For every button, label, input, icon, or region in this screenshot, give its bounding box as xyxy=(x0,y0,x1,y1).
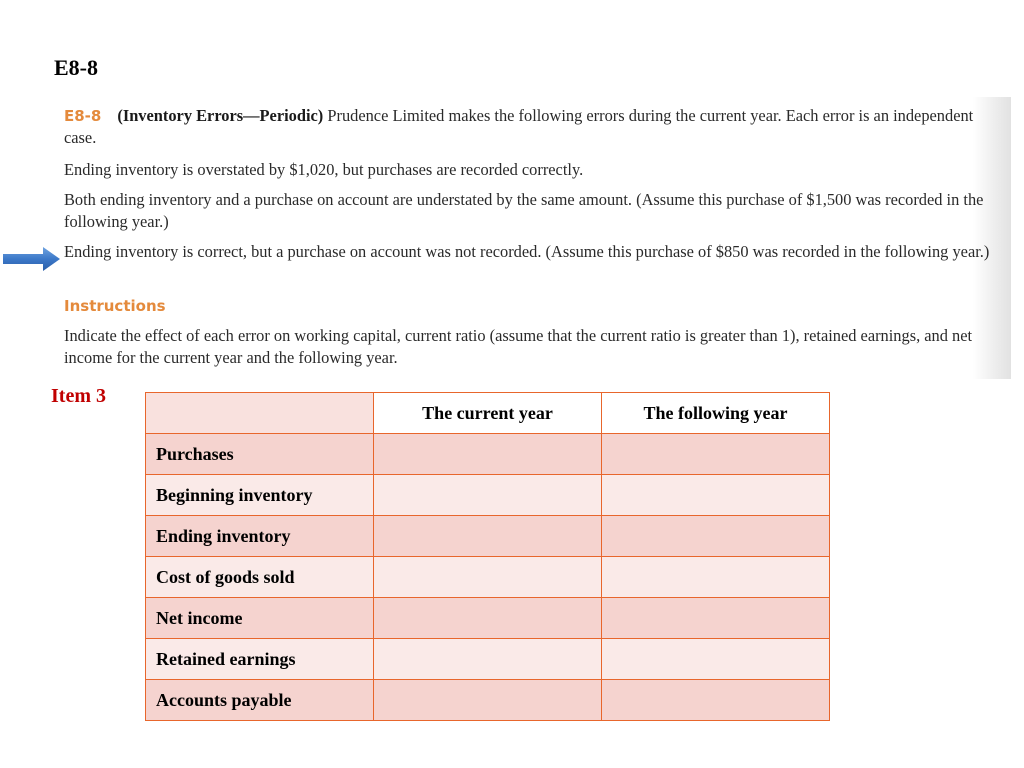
item-label: Item 3 xyxy=(51,385,106,407)
textbook-excerpt xyxy=(54,97,1011,379)
row-label: Ending inventory xyxy=(146,516,374,557)
following-year-cell[interactable] xyxy=(602,475,830,516)
table-row xyxy=(146,475,830,516)
current-year-cell[interactable] xyxy=(374,680,602,721)
row-label: Cost of goods sold xyxy=(146,557,374,598)
header-current-year: The current year xyxy=(374,393,602,434)
instructions-heading: Instructions xyxy=(64,297,166,315)
table-row xyxy=(146,434,830,475)
instructions-text: Indicate the effect of each error on working capital, current ratio (assume that the current ratio is greater than 1), retained earnings, and net income for the current year and the following year. xyxy=(64,326,973,367)
case-2: Both ending inventory and a purchase on account are understated by the same amount. (Assume this purchase of $1,500 was recorded in the following year.) xyxy=(64,190,984,231)
exercise-intro-text: Prudence Limited makes the following errors during the current year. Each error is an independent case. xyxy=(64,106,974,147)
following-year-cell[interactable] xyxy=(602,598,830,639)
current-year-cell[interactable] xyxy=(374,475,602,516)
table-row xyxy=(146,680,830,721)
current-year-cell[interactable] xyxy=(374,557,602,598)
slide-title: E8-8 xyxy=(54,55,98,80)
current-year-cell[interactable] xyxy=(374,639,602,680)
table-row xyxy=(146,639,830,680)
table-header-row xyxy=(146,393,830,434)
following-year-cell[interactable] xyxy=(602,680,830,721)
row-label: Accounts payable xyxy=(146,680,374,721)
row-label: Beginning inventory xyxy=(146,475,374,516)
case-3: Ending inventory is correct, but a purchase on account was not recorded. (Assume this purchase of $850 was recorded in the following year.) xyxy=(64,242,990,261)
following-year-cell[interactable] xyxy=(602,434,830,475)
current-year-cell[interactable] xyxy=(374,516,602,557)
arrow-right-icon xyxy=(3,246,61,272)
table-row xyxy=(146,557,830,598)
effects-table xyxy=(145,392,830,721)
row-label: Purchases xyxy=(146,434,374,475)
current-year-cell[interactable] xyxy=(374,434,602,475)
row-label: Net income xyxy=(146,598,374,639)
current-year-cell[interactable] xyxy=(374,598,602,639)
excerpt-intro xyxy=(64,105,999,149)
row-label: Retained earnings xyxy=(146,639,374,680)
header-following-year: The following year xyxy=(602,393,830,434)
following-year-cell[interactable] xyxy=(602,639,830,680)
exercise-code: E8-8 xyxy=(64,107,102,125)
exercise-heading: (Inventory Errors—Periodic) xyxy=(117,106,324,125)
header-corner-cell xyxy=(146,393,374,434)
following-year-cell[interactable] xyxy=(602,516,830,557)
case-1: Ending inventory is overstated by $1,020, but purchases are recorded correctly. xyxy=(64,160,584,179)
table-row xyxy=(146,516,830,557)
table-row xyxy=(146,598,830,639)
following-year-cell[interactable] xyxy=(602,557,830,598)
